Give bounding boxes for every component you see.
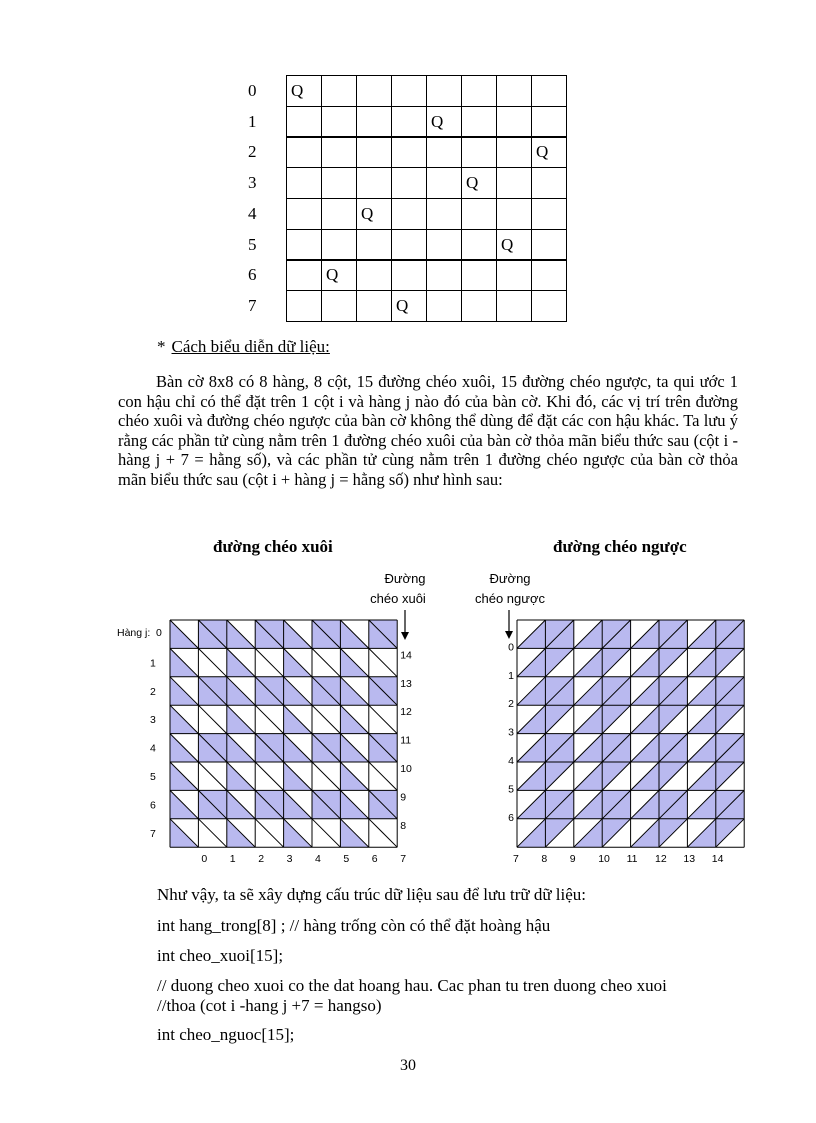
board-row-label: 2 bbox=[248, 142, 257, 162]
column-index-label: 7 bbox=[400, 853, 407, 866]
board-cell bbox=[531, 259, 567, 291]
column-index-label: 4 bbox=[315, 853, 321, 866]
section-heading bbox=[157, 337, 330, 357]
board-cell bbox=[496, 75, 532, 107]
board-cell bbox=[531, 290, 567, 322]
queen-cell: Q bbox=[426, 106, 462, 138]
board-row-label: 3 bbox=[248, 173, 257, 193]
diagonal-line bbox=[312, 819, 340, 847]
diagonal-line bbox=[255, 648, 283, 676]
diagonal-index-label: 9 bbox=[400, 791, 407, 804]
board-row-label: 1 bbox=[248, 111, 257, 131]
queen-cell: Q bbox=[461, 167, 497, 199]
board-cell bbox=[426, 259, 462, 291]
row-label: 1 bbox=[150, 657, 156, 670]
diagonal-index-label: 1 bbox=[508, 669, 514, 682]
diagonal-index-label: 12 bbox=[655, 853, 667, 866]
board-cell bbox=[391, 198, 427, 230]
board-row-label: 4 bbox=[248, 203, 257, 223]
board-cell bbox=[286, 198, 322, 230]
arrow-head bbox=[505, 631, 513, 639]
diagonal-index-label: 10 bbox=[598, 853, 610, 866]
board-cell bbox=[531, 198, 567, 230]
board-cell bbox=[356, 229, 392, 261]
diagonal-index-label: 8 bbox=[541, 853, 548, 866]
diagonal-index-label: 7 bbox=[513, 853, 519, 866]
board-cell bbox=[356, 290, 392, 322]
arrow-head bbox=[401, 632, 409, 640]
board-cell bbox=[356, 75, 392, 107]
row-prefix-label: Hàng j: bbox=[117, 627, 151, 639]
board-cell bbox=[286, 259, 322, 291]
board-cell bbox=[496, 106, 532, 138]
board-cell bbox=[321, 106, 357, 138]
code-intro: Như vậy, ta sẽ xây dựng cấu trúc dữ liệu sau để lưu trữ dữ liệu: bbox=[157, 885, 587, 904]
board-cell bbox=[426, 198, 462, 230]
board-cell bbox=[321, 136, 357, 168]
board-cell bbox=[321, 75, 357, 107]
row-label: 6 bbox=[150, 799, 156, 812]
diagonal-line bbox=[369, 819, 397, 847]
queen-cell: Q bbox=[391, 290, 427, 322]
code-line-hang-trong: int hang_trong[8] ; // hàng trống còn có thể đặt hoàng hậu bbox=[157, 916, 551, 935]
row-label: 7 bbox=[150, 827, 156, 840]
board-cell bbox=[286, 136, 322, 168]
diagonal-line bbox=[369, 705, 397, 733]
board-cell bbox=[461, 198, 497, 230]
board-cell bbox=[531, 167, 567, 199]
arrow-label-line: chéo ngược bbox=[475, 591, 545, 606]
column-index-label: 6 bbox=[371, 853, 378, 866]
diagonal-index-label: 9 bbox=[569, 853, 576, 866]
board-cell bbox=[496, 136, 532, 168]
board-cell bbox=[286, 167, 322, 199]
arrow-label-line: Đường bbox=[489, 571, 531, 586]
arrow-label-line: chéo xuôi bbox=[370, 591, 426, 606]
board-cell bbox=[531, 106, 567, 138]
diagonal-line bbox=[369, 762, 397, 790]
board-cell bbox=[321, 198, 357, 230]
diagonal-index-label: 5 bbox=[508, 783, 514, 796]
column-index-label: 3 bbox=[286, 853, 293, 866]
diagonal-forward-title: đường chéo xuôi bbox=[213, 537, 333, 556]
section-paragraph: Bàn cờ 8x8 có 8 hàng, 8 cột, 15 đường chéo xuôi, 15 đường chéo ngược, ta qui ước 1 con hậu chỉ có thể đặt trên 1 cột i và hàng j nào đó của bàn cờ. Khi đó, các vị trí trên đường chéo xuôi và đường chéo ngược của bàn cờ không thể dùng để đặt các con hậu khác. Ta lưu ý rằng các phần tử cùng nằm trên 1 đường chéo xuôi của bàn cờ thỏa mãn biểu thức sau (cột i - hàng j + 7 = hằng số), và các phần tử cùng nằm trên 1 đường chéo ngược của bàn cờ thỏa mãn biểu thức sau (cột i + hàng j = hằng số) như hình sau: bbox=[118, 372, 738, 489]
code-comment-line: // duong cheo xuoi co the dat hoang hau. Cac phan tu tren duong cheo xuoi bbox=[157, 976, 667, 995]
board-cell bbox=[321, 229, 357, 261]
board-cell bbox=[461, 75, 497, 107]
board-cell bbox=[496, 290, 532, 322]
queen-cell: Q bbox=[356, 198, 392, 230]
board-cell bbox=[286, 290, 322, 322]
diagonal-index-label: 4 bbox=[508, 755, 514, 767]
board-cell bbox=[426, 136, 462, 168]
row-label: 4 bbox=[150, 742, 156, 755]
board-cell bbox=[426, 229, 462, 261]
diagonal-index-label: 14 bbox=[711, 853, 724, 866]
board-row-label: 0 bbox=[248, 81, 257, 100]
column-index-label: 5 bbox=[343, 853, 350, 866]
board-row-label: 7 bbox=[248, 295, 257, 315]
queen-cell: Q bbox=[531, 136, 567, 168]
board-cell bbox=[426, 290, 462, 322]
section-title: Cách biểu diễn dữ liệu: bbox=[171, 337, 330, 356]
diagonal-diagrams bbox=[0, 560, 816, 875]
row-label: 2 bbox=[150, 685, 156, 698]
diagonal-index-label: 6 bbox=[508, 811, 514, 824]
board-cell bbox=[321, 167, 357, 199]
code-comment-formula: //thoa (cot i -hang j +7 = hangso) bbox=[157, 996, 382, 1015]
board-cell bbox=[391, 136, 427, 168]
board-cell bbox=[356, 136, 392, 168]
board-cell bbox=[391, 167, 427, 199]
diagonal-index-label: 0 bbox=[508, 641, 514, 654]
diagonal-line bbox=[255, 819, 283, 847]
queen-cell: Q bbox=[496, 229, 532, 261]
board-cell bbox=[286, 106, 322, 138]
bullet-marker: * bbox=[157, 337, 166, 356]
diagonal-index-label: 8 bbox=[400, 819, 407, 832]
diagonal-index-label: 3 bbox=[508, 726, 514, 739]
board-cell bbox=[391, 106, 427, 138]
diagonal-line bbox=[312, 762, 340, 790]
diagonal-index-label: 10 bbox=[400, 763, 412, 775]
diagonal-line bbox=[198, 648, 226, 676]
diagonal-line bbox=[369, 648, 397, 676]
board-cell bbox=[461, 136, 497, 168]
diagonal-line bbox=[255, 762, 283, 790]
queen-cell: Q bbox=[286, 75, 322, 107]
board-cell bbox=[426, 167, 462, 199]
board-cell bbox=[356, 259, 392, 291]
arrow-label-line: Đường bbox=[384, 571, 426, 586]
page-number: 30 bbox=[400, 1057, 416, 1074]
diagonal-index-label: 13 bbox=[683, 853, 696, 866]
column-index-label: 1 bbox=[229, 853, 236, 866]
board-cell bbox=[286, 229, 322, 261]
board-cell bbox=[461, 259, 497, 291]
diagonal-line bbox=[198, 762, 226, 790]
diagonal-line bbox=[312, 705, 340, 733]
diagonal-index-label: 2 bbox=[508, 698, 514, 711]
row-label: 3 bbox=[150, 714, 156, 727]
diagonal-backward-title: đường chéo ngược bbox=[553, 537, 687, 556]
board-cell bbox=[461, 229, 497, 261]
board-cell bbox=[531, 229, 567, 261]
diagonal-index-label: 11 bbox=[400, 734, 412, 747]
diagonal-line bbox=[255, 705, 283, 733]
board-cell bbox=[496, 198, 532, 230]
board-cell bbox=[496, 259, 532, 291]
board-cell bbox=[461, 290, 497, 322]
code-line-cheo-nguoc: int cheo_nguoc[15]; bbox=[157, 1025, 295, 1044]
board-cell bbox=[391, 229, 427, 261]
diagonal-index-label: 14 bbox=[400, 649, 412, 662]
board-cell bbox=[321, 290, 357, 322]
diagonal-line bbox=[312, 648, 340, 676]
board-row-label: 5 bbox=[248, 234, 257, 254]
row-label: 0 bbox=[156, 627, 162, 639]
diagonal-index-label: 11 bbox=[626, 853, 638, 866]
queen-cell: Q bbox=[321, 259, 357, 291]
board-cell bbox=[426, 75, 462, 107]
diagonal-line bbox=[198, 819, 226, 847]
board-cell bbox=[531, 75, 567, 107]
code-line-cheo-xuoi: int cheo_xuoi[15]; bbox=[157, 946, 284, 965]
board-cell bbox=[391, 75, 427, 107]
board-cell bbox=[461, 106, 497, 138]
board-cell bbox=[356, 106, 392, 138]
diagonal-index-label: 13 bbox=[400, 677, 412, 690]
diagonal-index-label: 12 bbox=[400, 706, 412, 719]
column-index-label: 0 bbox=[201, 853, 208, 866]
board-cell bbox=[391, 259, 427, 291]
board-cell bbox=[356, 167, 392, 199]
diagonal-line bbox=[198, 705, 226, 733]
row-label: 5 bbox=[150, 771, 156, 783]
board-row-label: 6 bbox=[248, 265, 257, 285]
board-cell bbox=[496, 167, 532, 199]
column-index-label: 2 bbox=[258, 853, 265, 866]
